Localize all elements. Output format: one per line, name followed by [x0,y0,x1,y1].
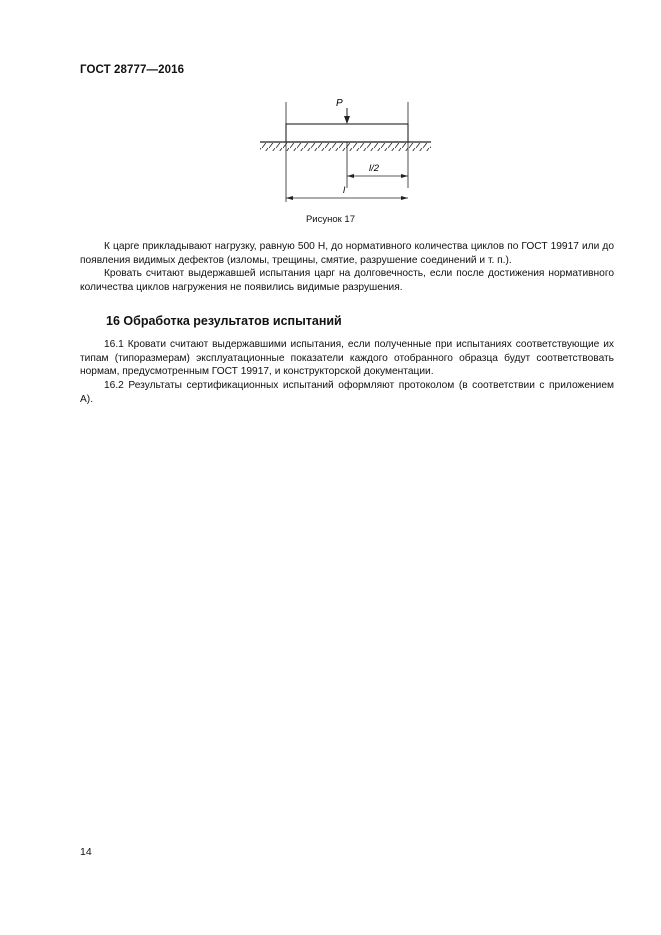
rail-beam [286,124,408,142]
load-arrowhead [344,116,350,124]
ground-hatching [260,143,431,151]
paragraph-load-application: К царге прикладывают нагрузку, равную 500 Н, до нормативного количества циклов по ГОСТ 19917 или до появления видимых дефектов (изломы, трещины, смятие, разрушение соединений и т. п.). [80,241,614,266]
length-arrow-left [286,196,293,200]
section-paragraphs [80,338,614,407]
half-dim-arrow-right [401,174,408,178]
page-number: 14 [80,846,92,858]
length-arrow-right [401,196,408,200]
length-label: l [343,185,346,196]
figure-17-diagram [255,92,435,212]
document-header: ГОСТ 28777—2016 [80,64,185,76]
half-dim-arrow-left [347,174,354,178]
paragraph-durability-criterion: Кровать считают выдержавшей испытания царг на долговечность, если после достижения нормативного количества циклов нагружения не появились видимые разрушения. [80,268,614,294]
half-length-label: l/2 [369,163,380,174]
paragraph-16-2: 16.2 Результаты сертификационных испытаний оформляют протоколом (в соответствии с приложением А). [80,380,614,405]
paragraph-16-1: 16.1 Кровати считают выдержавшими испытания, если полученные при испытаниях соответствующие их типам (типоразмерам) эксплуатационные показатели каждого отобранного образца будут соответствовать нормам, предусмотренным ГОСТ 19917, и конструкторской документации. [80,339,614,378]
figure-caption: Рисунок 17 [305,214,356,225]
section-heading: 16 Обработка результатов испытаний [106,314,342,328]
top-paragraphs [80,240,614,295]
load-label: P [336,98,343,109]
